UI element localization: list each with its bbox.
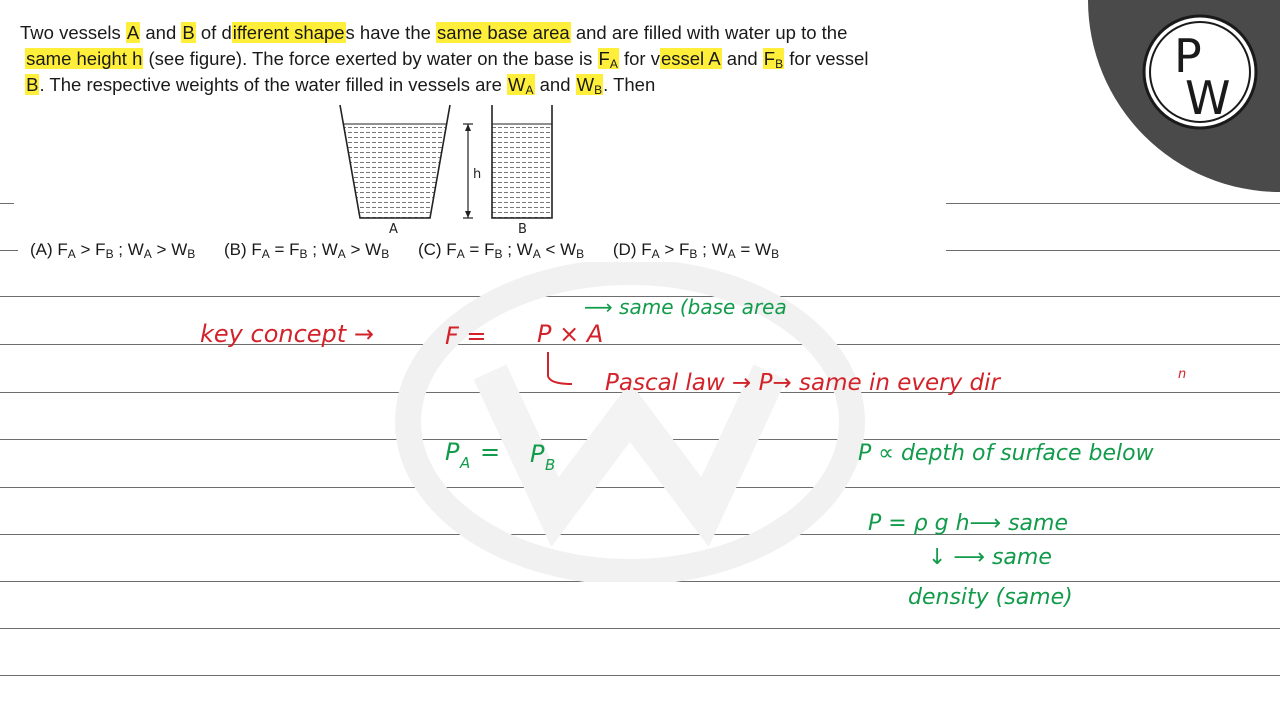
note-f-equals: F =	[445, 322, 487, 350]
note-arrow-same: ↓ ⟶ same	[928, 545, 1052, 570]
vessel-a	[340, 105, 450, 218]
highlight-run: B	[26, 74, 39, 95]
highlight-run	[576, 74, 603, 95]
option-d[interactable]: (D) $F_A > F_B$ ; $W_A = W_B$	[612, 240, 780, 261]
vessels-figure	[330, 100, 570, 240]
question-line-2	[20, 46, 940, 72]
note-pb: P	[530, 440, 545, 468]
subscript: B	[775, 57, 784, 71]
symbol: F	[763, 48, 776, 69]
note-density-same: density (same)	[908, 585, 1073, 610]
question-line-1	[20, 20, 940, 46]
text-run: (see figure). The force exerted by water on the base is	[143, 48, 598, 69]
note-key-concept: key concept →	[200, 320, 374, 348]
highlight-run	[598, 48, 619, 69]
pw-logo	[1088, 0, 1280, 192]
option-a[interactable]: (A) $F_A > F_B$ ; $W_A > W_B$	[30, 240, 196, 261]
height-marker	[463, 124, 473, 218]
note-pb-sub: B	[545, 456, 556, 474]
subscript: A	[609, 57, 618, 71]
note-pa: P	[445, 438, 460, 466]
text-run: . The respective weights of the water filled in vessels are	[39, 74, 508, 95]
highlight-run: essel A	[660, 48, 721, 69]
symbol: W	[508, 74, 526, 95]
note-p-depth: P ∝ depth of surface below	[858, 441, 1154, 466]
subscript: B	[594, 83, 603, 97]
question-text	[20, 20, 940, 98]
symbol: W	[576, 74, 595, 95]
note-hook-arrow	[548, 352, 572, 384]
text-run: for v	[618, 48, 660, 69]
vessel-b	[492, 105, 552, 218]
note-p-rho-gh: P = ρ g h⟶ same	[868, 511, 1068, 536]
short-rule	[0, 203, 14, 204]
highlight-run: same base area	[437, 22, 570, 43]
note-pascal-law: Pascal law → P→ same in every dir	[605, 370, 1000, 396]
text-run: Two vessels	[20, 22, 126, 43]
highlight-run: same height h	[26, 48, 143, 69]
text-run: and are filled with water up to the	[570, 22, 848, 43]
logo-letter-p: P	[1174, 29, 1202, 83]
text-run: and	[534, 74, 576, 95]
short-rule	[946, 250, 1280, 251]
highlight-run	[763, 48, 784, 69]
note-dirn-sup: n	[1178, 367, 1187, 382]
highlight-run: ifferent shape	[232, 22, 345, 43]
short-rule	[946, 203, 1280, 204]
note-same-base-area: ⟶ same (base area	[584, 295, 787, 319]
text-run: for vessel	[784, 48, 869, 69]
ruled-line	[0, 675, 1280, 676]
handwritten-notes	[0, 280, 1280, 620]
option-b[interactable]: (B) $F_A = F_B$ ; $W_A > W_B$	[223, 240, 390, 261]
text-run: of d	[195, 22, 232, 43]
label-a: A	[389, 222, 398, 237]
highlight-run: B	[182, 22, 195, 43]
highlight-run	[507, 74, 534, 95]
text-run: s have the	[345, 22, 437, 43]
highlight-run: A	[126, 22, 140, 43]
answer-options	[30, 240, 803, 261]
question-line-3	[20, 72, 940, 98]
symbol: F	[598, 48, 610, 69]
note-p-times-a: P × A	[537, 320, 604, 348]
label-h: h	[473, 167, 482, 182]
text-run: and	[721, 48, 763, 69]
option-c[interactable]: (C) $F_A = F_B$ ; $W_A < W_B$	[417, 240, 585, 261]
text-run: . Then	[603, 74, 656, 95]
text-run: and	[140, 22, 182, 43]
short-rule	[0, 250, 18, 251]
subscript: A	[525, 83, 534, 97]
logo-letter-w: W	[1185, 71, 1231, 125]
note-pa-sub: A	[460, 454, 471, 472]
note-equals: =	[480, 438, 501, 466]
label-b: B	[518, 222, 527, 237]
ruled-line	[0, 628, 1280, 629]
